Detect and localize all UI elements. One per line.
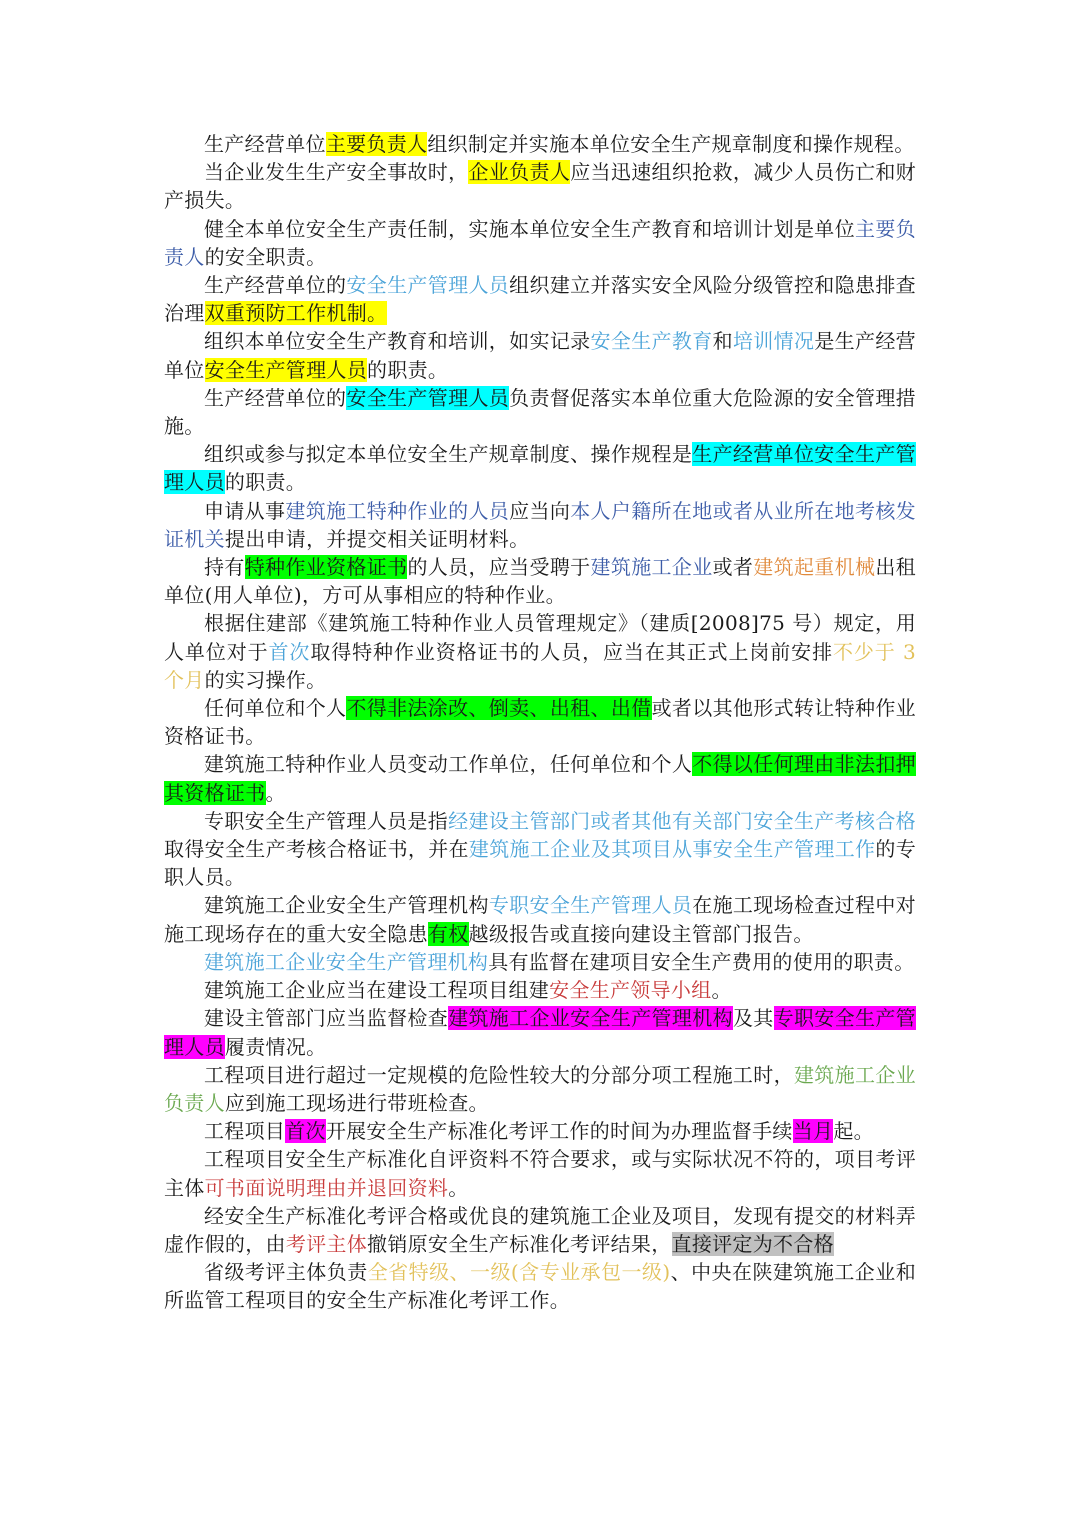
paragraph xyxy=(164,553,916,609)
text-segment: 生产经营单位的 xyxy=(204,385,347,410)
highlighted-text: 企业负责人 xyxy=(468,160,571,185)
text-segment: 越级报告或直接向建设主管部门报告。 xyxy=(468,921,814,946)
text-segment: 起。 xyxy=(833,1119,874,1144)
colored-text: 建筑施工企业及其项目从事安全生产管理工作 xyxy=(468,837,876,862)
paragraph xyxy=(164,130,916,158)
paragraph xyxy=(164,948,916,976)
text-segment: 经安全生产标准化考评合格或优良的建筑施工企业及项目，发现有提交的材料弄虚作假的，由 xyxy=(164,1203,916,1256)
paragraph xyxy=(164,1145,916,1201)
colored-text: 本人户籍所在地或者从业所在地考核发证机关 xyxy=(164,498,916,551)
paragraph xyxy=(164,327,916,383)
paragraph xyxy=(164,440,916,496)
text-segment: 组织或参与拟定本单位安全生产规章制度、操作规程是 xyxy=(204,442,693,467)
text-segment: 应当迅速组织抢救，减少人员伤亡和财产损失。 xyxy=(164,160,916,213)
colored-text: 可书面说明理由并退回资料 xyxy=(204,1175,449,1200)
colored-text: 培训情况 xyxy=(732,329,815,354)
text-segment: 应到施工现场进行带班检查。 xyxy=(224,1090,489,1115)
text-segment: 开展安全生产标准化考评工作的时间为办理监督手续 xyxy=(325,1119,793,1144)
text-segment: 根据住建部《建筑施工特种作业人员管理规定》（建质[2008]75 号）规定，用人单位对于 xyxy=(164,611,916,664)
paragraph xyxy=(164,976,916,1004)
colored-text: 建筑施工企业安全生产管理机构 xyxy=(204,949,489,974)
text-segment: 取得特种作业资格证书的人员，应当在其正式上岗前安排 xyxy=(310,639,833,664)
text-segment: 的人员，应当受聘于 xyxy=(407,555,591,580)
text-segment: 或者以其他形式转让特种作业资格证书。 xyxy=(164,696,916,749)
colored-text: 全省特级、一级(含专业承包一级) xyxy=(367,1260,671,1285)
text-segment: 生产经营单位 xyxy=(204,132,326,156)
highlighted-text: 特种作业资格证书 xyxy=(244,555,408,580)
text-segment: 在施工现场检查过程中对施工现场存在的重大安全隐患 xyxy=(164,893,916,946)
text-segment: 履责情况。 xyxy=(224,1034,327,1059)
highlighted-text: 直接评定为不合格 xyxy=(671,1231,834,1256)
text-segment: 组织建立并落实安全风险分级管控和隐患排查治理 xyxy=(164,273,916,326)
text-segment: 建设主管部门应当监督检查 xyxy=(204,1006,449,1031)
colored-text: 建筑施工企业负责人 xyxy=(164,1062,916,1115)
colored-text: 不少于 3 个月 xyxy=(164,639,916,692)
paragraph xyxy=(164,750,916,806)
text-segment: 。 xyxy=(448,1175,469,1200)
text-segment: 及其 xyxy=(732,1006,774,1031)
paragraph xyxy=(164,1061,916,1117)
text-segment: 任何单位和个人 xyxy=(204,696,347,721)
highlighted-text: 不得非法涂改、倒卖、出租、出借 xyxy=(346,696,652,721)
text-segment: 或者 xyxy=(712,555,754,580)
highlighted-text: 建筑施工企业安全生产管理机构 xyxy=(448,1006,733,1031)
text-segment: 当企业发生生产安全事故时， xyxy=(204,160,469,185)
text-segment: 、中央在陕建筑施工企业和所监管工程项目的安全生产标准化考评工作。 xyxy=(164,1260,916,1313)
highlighted-text: 当月 xyxy=(792,1119,834,1144)
text-segment: 的实习操作。 xyxy=(204,667,327,692)
highlighted-text: 不得以任何理由非法扣押其资格证书 xyxy=(164,752,916,805)
text-segment: 提出申请，并提交相关证明材料。 xyxy=(224,526,530,551)
text-segment: 具有监督在建项目安全生产费用的使用的职责。 xyxy=(488,949,915,974)
highlighted-text: 首次 xyxy=(285,1119,326,1144)
paragraph xyxy=(164,271,916,327)
text-segment: 的专职人员。 xyxy=(164,837,916,890)
highlighted-text: 安全生产管理人员 xyxy=(204,357,368,382)
paragraph xyxy=(164,1258,916,1314)
text-segment: 工程项目 xyxy=(204,1119,286,1144)
text-segment: 申请从事 xyxy=(204,498,286,523)
colored-text: 专职安全生产管理人员 xyxy=(488,893,693,918)
highlighted-text: 专职安全生产管理人员 xyxy=(164,1006,916,1059)
paragraph xyxy=(164,609,916,694)
paragraph xyxy=(164,158,916,214)
paragraph xyxy=(164,1004,916,1060)
text-segment: 取得安全生产考核合格证书，并在 xyxy=(164,837,469,862)
text-segment: 专职安全生产管理人员是指 xyxy=(204,808,449,833)
text-segment: 和 xyxy=(712,329,733,354)
text-segment: 组织制定并实施本单位安全生产规章制度和操作规程。 xyxy=(427,132,915,156)
text-segment: 出租单位(用人单位)，方可从事相应的特种作业。 xyxy=(164,555,916,608)
colored-text: 安全生产教育 xyxy=(590,329,713,354)
colored-text: 经建设主管部门或者其他有关部门安全生产考核合格 xyxy=(448,808,916,833)
text-segment: 。 xyxy=(711,978,732,1003)
paragraph xyxy=(164,1202,916,1258)
text-segment: 持有 xyxy=(204,555,245,580)
paragraph xyxy=(164,807,916,892)
text-segment: 的职责。 xyxy=(224,470,307,495)
colored-text: 建筑施工企业 xyxy=(590,555,713,580)
highlighted-text: 双重预防工作机制。 xyxy=(204,301,388,326)
text-segment: 负责督促落实本单位重大危险源的安全管理措施。 xyxy=(164,385,916,439)
colored-text: 建筑施工特种作业的人员 xyxy=(285,498,510,523)
colored-text: 安全生产管理人员 xyxy=(346,273,510,298)
text-segment: 建筑施工企业安全生产管理机构 xyxy=(204,893,489,918)
text-segment: 应当向 xyxy=(509,498,571,523)
colored-text: 建筑起重机械 xyxy=(753,555,876,580)
text-segment: 工程项目安全生产标准化自评资料不符合要求，或与实际状况不符的，项目考评主体 xyxy=(164,1147,916,1200)
text-segment: 组织本单位安全生产教育和培训，如实记录 xyxy=(204,329,591,354)
colored-text: 首次 xyxy=(268,639,311,664)
paragraph xyxy=(164,694,916,750)
highlighted-text: 安全生产管理人员 xyxy=(346,385,510,410)
paragraph xyxy=(164,497,916,553)
paragraph xyxy=(164,215,916,271)
highlighted-text: 主要负责人 xyxy=(325,132,428,156)
text-segment: 省级考评主体负责 xyxy=(204,1260,368,1285)
text-segment: 生产经营单位的 xyxy=(204,273,347,298)
colored-text: 安全生产领导小组 xyxy=(549,978,712,1003)
text-segment: 的职责。 xyxy=(367,357,449,382)
document-body xyxy=(164,130,916,1315)
highlighted-text: 有权 xyxy=(427,921,469,946)
colored-text: 主要负责人 xyxy=(164,216,916,269)
text-segment: 建筑施工特种作业人员变动工作单位，任何单位和个人 xyxy=(204,752,693,777)
text-segment: 工程项目进行超过一定规模的危险性较大的分部分项工程施工时， xyxy=(204,1062,794,1087)
text-segment: 建筑施工企业应当在建设工程项目组建 xyxy=(204,978,550,1003)
text-segment: 的安全职责。 xyxy=(204,244,327,269)
text-segment: 健全本单位安全生产责任制，实施本单位安全生产教育和培训计划是单位 xyxy=(204,216,855,241)
paragraph xyxy=(164,891,916,947)
highlighted-text: 生产经营单位安全生产管理人员 xyxy=(164,442,916,495)
text-segment: 。 xyxy=(265,780,286,805)
text-segment: 是生产经营单位 xyxy=(164,329,916,382)
colored-text: 考评主体 xyxy=(285,1231,368,1256)
paragraph xyxy=(164,1117,916,1145)
text-segment: 撤销原安全生产标准化考评结果， xyxy=(367,1231,672,1256)
paragraph xyxy=(164,384,916,440)
